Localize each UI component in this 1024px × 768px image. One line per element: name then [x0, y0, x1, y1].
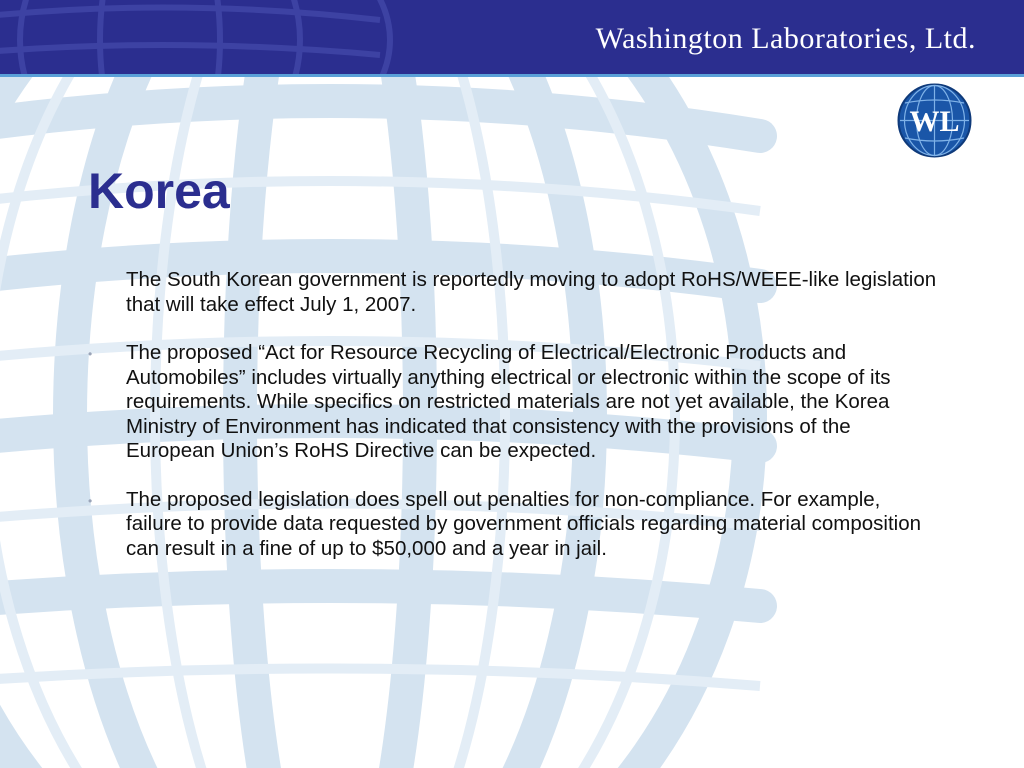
- paragraph-2: [88, 341, 941, 464]
- paragraph-text: The proposed “Act for Resource Recycling of Electrical/Electronic Products and Automobiles” includes virtually anything electrical or electronic within the scope of its requirements. While specifics on restricted materials are not yet available, the Korea Ministry of Environment has indicated that consistency with the provisions of the European Union’s RoHS Directive can be expected.: [126, 341, 891, 462]
- header-divider: [0, 74, 1024, 77]
- company-name: Washington Laboratories, Ltd.: [595, 22, 976, 55]
- paragraph-3: [88, 487, 941, 562]
- wl-globe-logo: [897, 83, 972, 158]
- bullet-marker: •: [88, 493, 93, 508]
- paragraph-1: [126, 268, 941, 317]
- bullet-marker: •: [88, 347, 93, 361]
- header-bar: [0, 0, 1024, 76]
- logo-text: WL: [909, 105, 960, 138]
- slide-title: Korea: [88, 163, 230, 219]
- paragraph-text: The South Korean government is reportedly moving to adopt RoHS/WEEE-like legislation that will take effect July 1, 2007.: [126, 268, 937, 316]
- paragraph-text: The proposed legislation does spell out penalties for non-compliance. For example, failure to provide data requested by government officials regarding material composition can result in a fine of up to $50,000 and a year in jail.: [126, 487, 922, 560]
- slide-content: [88, 268, 941, 585]
